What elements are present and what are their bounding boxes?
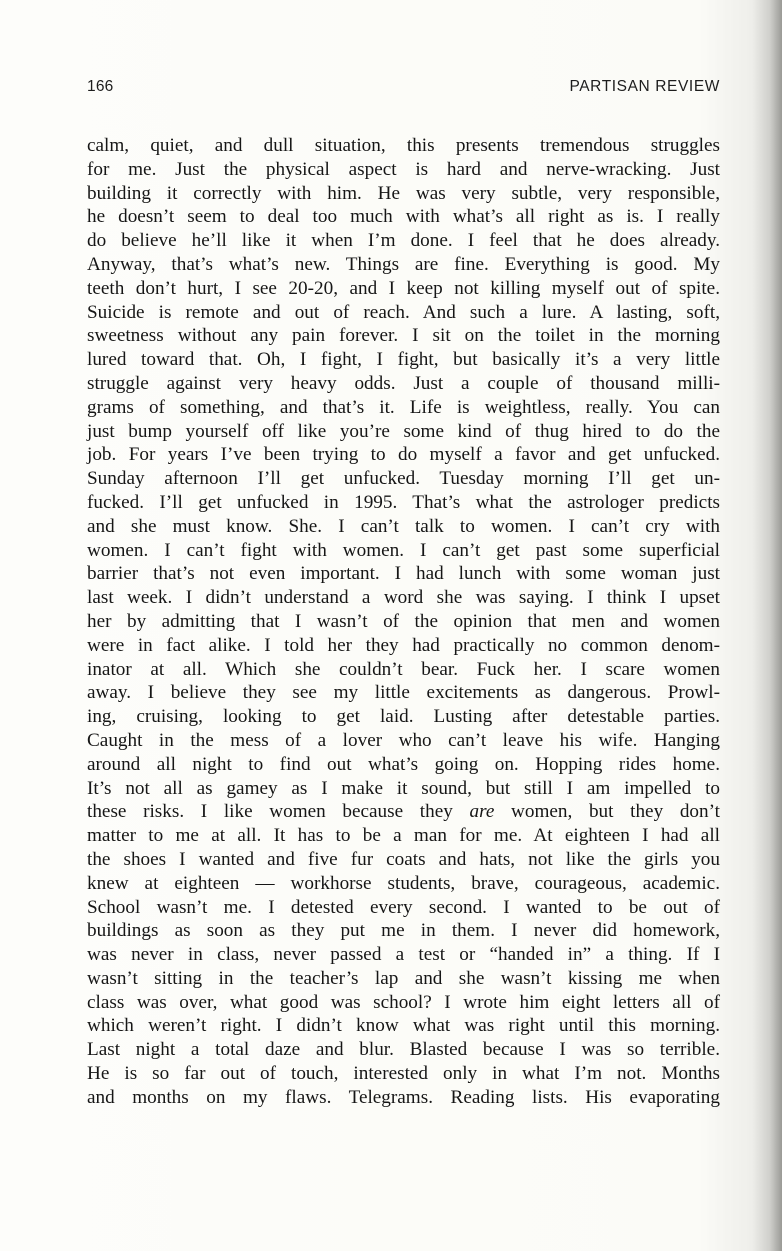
text-line: her by admitting that I wasn’t of the opinion that men and women <box>87 610 720 632</box>
text-line: just bump yourself off like you’re some kind of thug hired to do the <box>87 420 720 442</box>
text-line: building it correctly with him. He was very subtle, very responsible, <box>87 182 720 204</box>
running-head: PARTISAN REVIEW <box>569 78 720 95</box>
text-line: buildings as soon as they put me in them. I never did homework, <box>87 920 720 942</box>
text-line: Anyway, that’s what’s new. Things are fine. Everything is good. My <box>87 253 720 275</box>
text-fragment: these risks. I like women because they <box>87 801 470 823</box>
text-line: he doesn’t seem to deal too much with what’s all right as is. I really <box>87 206 720 228</box>
text-line: and months on my flaws. Telegrams. Reading lists. His evaporating <box>87 1086 720 1108</box>
text-line: away. I believe they see my little excitements as dangerous. Prowl- <box>87 682 720 704</box>
text-line: matter to me at all. It has to be a man for me. At eighteen I had all <box>87 825 720 847</box>
text-line: wasn’t sitting in the teacher’s lap and she wasn’t kissing me when <box>87 967 720 989</box>
text-line: struggle against very heavy odds. Just a couple of thousand milli- <box>87 372 720 394</box>
text-line: sweetness without any pain forever. I sit on the toilet in the morning <box>87 325 720 347</box>
emphasized-word: are <box>469 801 495 823</box>
text-line: for me. Just the physical aspect is hard and nerve-wracking. Just <box>87 158 720 180</box>
text-line: and she must know. She. I can’t talk to women. I can’t cry with <box>87 515 720 537</box>
text-line: Suicide is remote and out of reach. And such a lure. A lasting, soft, <box>87 301 720 323</box>
text-line: He is so far out of touch, interested only in what I’m not. Months <box>87 1063 720 1085</box>
text-line: Caught in the mess of a lover who can’t leave his wife. Hanging <box>87 729 720 751</box>
text-line: lured toward that. Oh, I fight, I fight, but basically it’s a very little <box>87 349 720 371</box>
text-line: around all night to find out what’s going on. Hopping rides home. <box>87 753 720 775</box>
page-number: 166 <box>87 78 114 95</box>
text-line: knew at eighteen — workhorse students, brave, courageous, academic. <box>87 872 720 894</box>
text-line: calm, quiet, and dull situation, this presents tremendous struggles <box>87 135 720 156</box>
text-line: were in fact alike. I told her they had practically no common denom- <box>87 634 720 656</box>
text-line: fucked. I’ll get unfucked in 1995. That’s what the astrologer predicts <box>87 491 720 513</box>
page-header <box>87 78 720 100</box>
text-line: Sunday afternoon I’ll get unfucked. Tuesday morning I’ll get un- <box>87 468 720 490</box>
text-line: the shoes I wanted and five fur coats and hats, not like the girls you <box>87 848 720 870</box>
text-line: It’s not all as gamey as I make it sound, but still I am impelled to <box>87 777 720 799</box>
text-fragment: women, but they don’t <box>494 801 720 823</box>
text-line: class was over, what good was school? I wrote him eight letters all of <box>87 991 720 1013</box>
text-line: inator at all. Which she couldn’t bear. Fuck her. I scare women <box>87 658 720 680</box>
text-line: was never in class, never passed a test or “handed in” a thing. If I <box>87 944 720 966</box>
text-line: Last night a total daze and blur. Blasted because I was so terrible. <box>87 1039 720 1061</box>
text-line: grams of something, and that’s it. Life is weightless, really. You can <box>87 396 720 418</box>
text-line: last week. I didn’t understand a word she was saying. I think I upset <box>87 587 720 609</box>
body-text <box>87 134 720 1110</box>
text-line-with-emphasis <box>87 800 720 824</box>
text-line: barrier that’s not even important. I had lunch with some woman just <box>87 563 720 585</box>
text-line: teeth don’t hurt, I see 20-20, and I keep not killing myself out of spite. <box>87 277 720 299</box>
text-line: School wasn’t me. I detested every second. I wanted to be out of <box>87 896 720 918</box>
text-line: job. For years I’ve been trying to do myself a favor and get unfucked. <box>87 444 720 466</box>
text-line: do believe he’ll like it when I’m done. I feel that he does already. <box>87 230 720 252</box>
text-line: which weren’t right. I didn’t know what was right until this morning. <box>87 1015 720 1037</box>
text-line: women. I can’t fight with women. I can’t get past some superficial <box>87 539 720 561</box>
text-line: ing, cruising, looking to get laid. Lusting after detestable parties. <box>87 706 720 728</box>
